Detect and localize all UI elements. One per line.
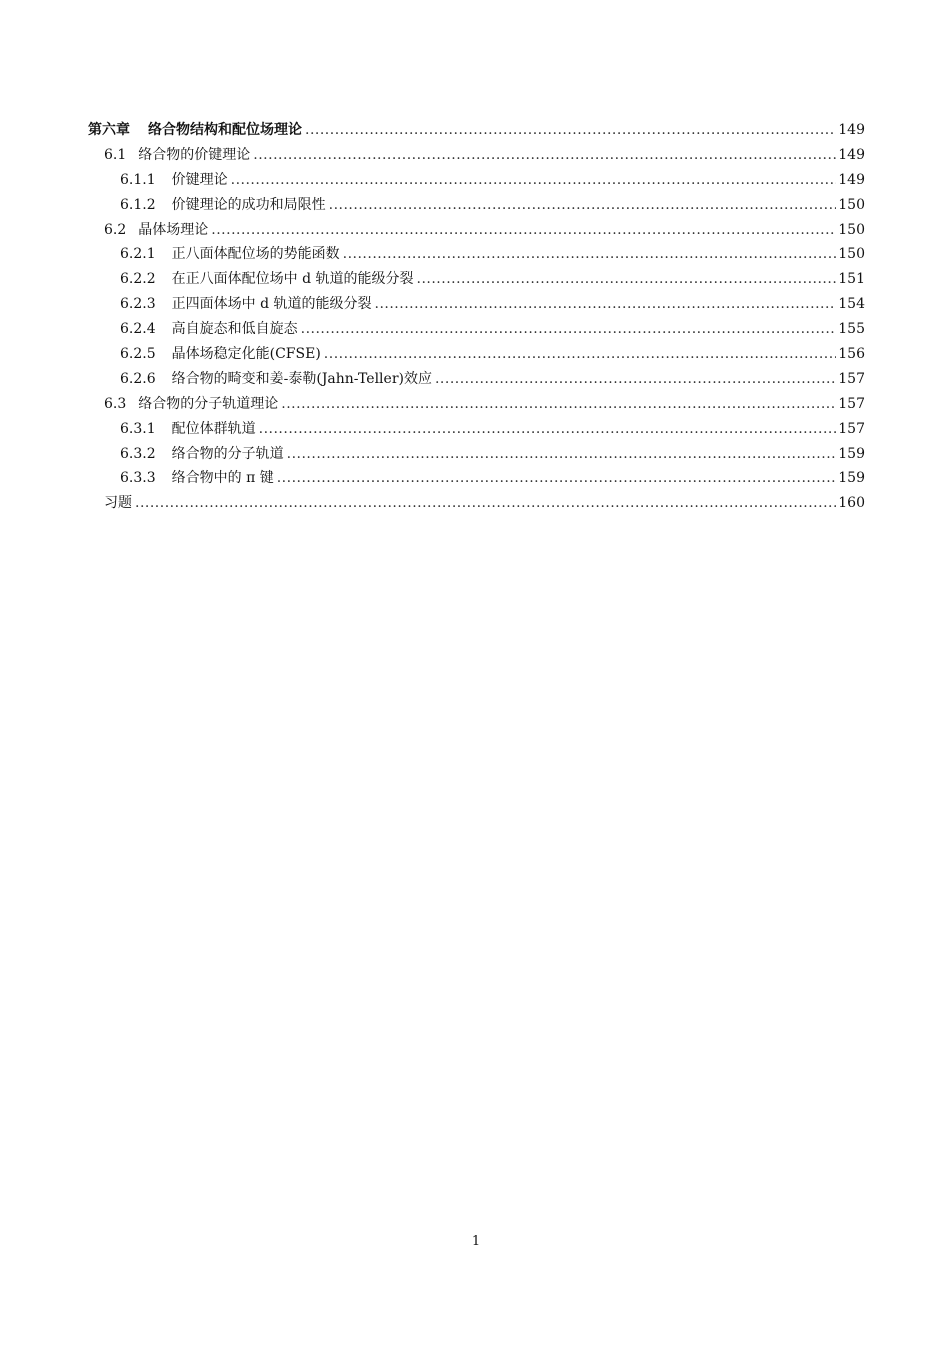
toc-entry-6-3[interactable] [88, 392, 865, 417]
toc-entry-6-3-2[interactable] [88, 442, 865, 467]
toc-entry-6-2-3[interactable] [88, 292, 865, 317]
toc-entry-6-2-4[interactable] [88, 317, 865, 342]
toc-entry-title: 络合物结构和配位场理论 [148, 122, 302, 138]
toc-entry-number: 6.2.5 [120, 346, 156, 363]
toc-entry-title: 正八面体配位场的势能函数 [171, 246, 340, 263]
toc-entry-number: 6.3.2 [120, 445, 156, 462]
dot-leader [329, 193, 837, 218]
dot-leader [324, 342, 836, 367]
toc-entry-page: 159 [838, 445, 865, 462]
toc-entry-title: 络合物的畸变和姜-泰勒(Jahn-Teller)效应 [171, 370, 432, 387]
toc-entry-chapter-6[interactable] [88, 118, 865, 143]
toc-entry-title: 晶体场稳定化能(CFSE) [171, 346, 321, 363]
toc-entry-page: 150 [838, 246, 865, 263]
toc-entry-number: 6.2.2 [120, 271, 156, 288]
toc-entry-title: 价键理论 [171, 171, 228, 188]
toc-entry-6-2[interactable] [88, 218, 865, 243]
toc-entry-title: 晶体场理论 [138, 221, 209, 238]
toc-entry-number: 6.1.2 [120, 196, 156, 213]
dot-leader [231, 168, 837, 193]
toc-entry-page: 159 [838, 470, 865, 487]
toc-entry-title: 络合物的价键理论 [138, 146, 251, 163]
toc-entry-number: 6.2.4 [120, 321, 156, 338]
dot-leader [417, 267, 837, 292]
table-of-contents [88, 118, 865, 516]
toc-entry-6-3-3[interactable] [88, 466, 865, 491]
toc-entry-title: 习题 [104, 495, 132, 512]
toc-entry-title: 在正八面体配位场中 d 轨道的能级分裂 [171, 271, 414, 288]
toc-entry-6-2-6[interactable] [88, 367, 865, 392]
toc-entry-title: 价键理论的成功和局限性 [171, 196, 326, 213]
dot-leader [343, 242, 837, 267]
toc-entry-page: 150 [838, 196, 865, 213]
toc-entry-number: 6.1.1 [120, 171, 156, 188]
toc-entry-title: 配位体群轨道 [171, 420, 256, 437]
toc-entry-number: 第六章 [88, 122, 130, 138]
toc-entry-number: 6.2.1 [120, 246, 156, 263]
toc-entry-page: 149 [838, 146, 865, 163]
toc-entry-title: 高自旋态和低自旋态 [171, 321, 298, 338]
dot-leader [287, 442, 837, 467]
toc-entry-6-2-5[interactable] [88, 342, 865, 367]
dot-leader [281, 392, 836, 417]
toc-entry-page: 156 [838, 346, 865, 363]
dot-leader [301, 317, 837, 342]
toc-entry-page: 149 [838, 171, 865, 188]
toc-entry-number: 6.1 [104, 146, 127, 163]
page-footer-number: 1 [471, 1234, 481, 1249]
toc-entry-page: 151 [838, 271, 865, 288]
toc-entry-6-2-2[interactable] [88, 267, 865, 292]
toc-entry-page: 149 [838, 122, 865, 138]
toc-entry-page: 157 [838, 420, 865, 437]
dot-leader [253, 143, 836, 168]
toc-entry-6-1-1[interactable] [88, 168, 865, 193]
toc-entry-page: 157 [838, 395, 865, 412]
dot-leader [305, 118, 836, 143]
toc-entry-number: 6.2.3 [120, 296, 156, 313]
toc-entry-6-3-1[interactable] [88, 417, 865, 442]
toc-entry-page: 157 [838, 370, 865, 387]
toc-entry-title: 络合物的分子轨道理论 [138, 395, 279, 412]
toc-entry-number: 6.3.3 [120, 470, 156, 487]
toc-entry-number: 6.2 [104, 221, 127, 238]
toc-entry-page: 150 [838, 221, 865, 238]
toc-entry-title: 正四面体场中 d 轨道的能级分裂 [171, 296, 372, 313]
dot-leader [259, 417, 837, 442]
toc-entry-page: 155 [838, 321, 865, 338]
dot-leader [435, 367, 836, 392]
dot-leader [277, 466, 837, 491]
toc-entry-6-1-2[interactable] [88, 193, 865, 218]
toc-entry-title: 络合物的分子轨道 [171, 445, 284, 462]
toc-entry-number: 6.3.1 [120, 420, 156, 437]
toc-entry-6-2-1[interactable] [88, 242, 865, 267]
dot-leader [375, 292, 837, 317]
toc-entry-exercises[interactable] [88, 491, 865, 516]
toc-entry-number: 6.3 [104, 395, 127, 412]
dot-leader [135, 491, 836, 516]
toc-entry-number: 6.2.6 [120, 370, 156, 387]
toc-entry-title: 络合物中的 π 键 [171, 470, 274, 487]
dot-leader [211, 218, 836, 243]
toc-entry-page: 154 [838, 296, 865, 313]
toc-entry-page: 160 [838, 495, 865, 512]
toc-entry-6-1[interactable] [88, 143, 865, 168]
